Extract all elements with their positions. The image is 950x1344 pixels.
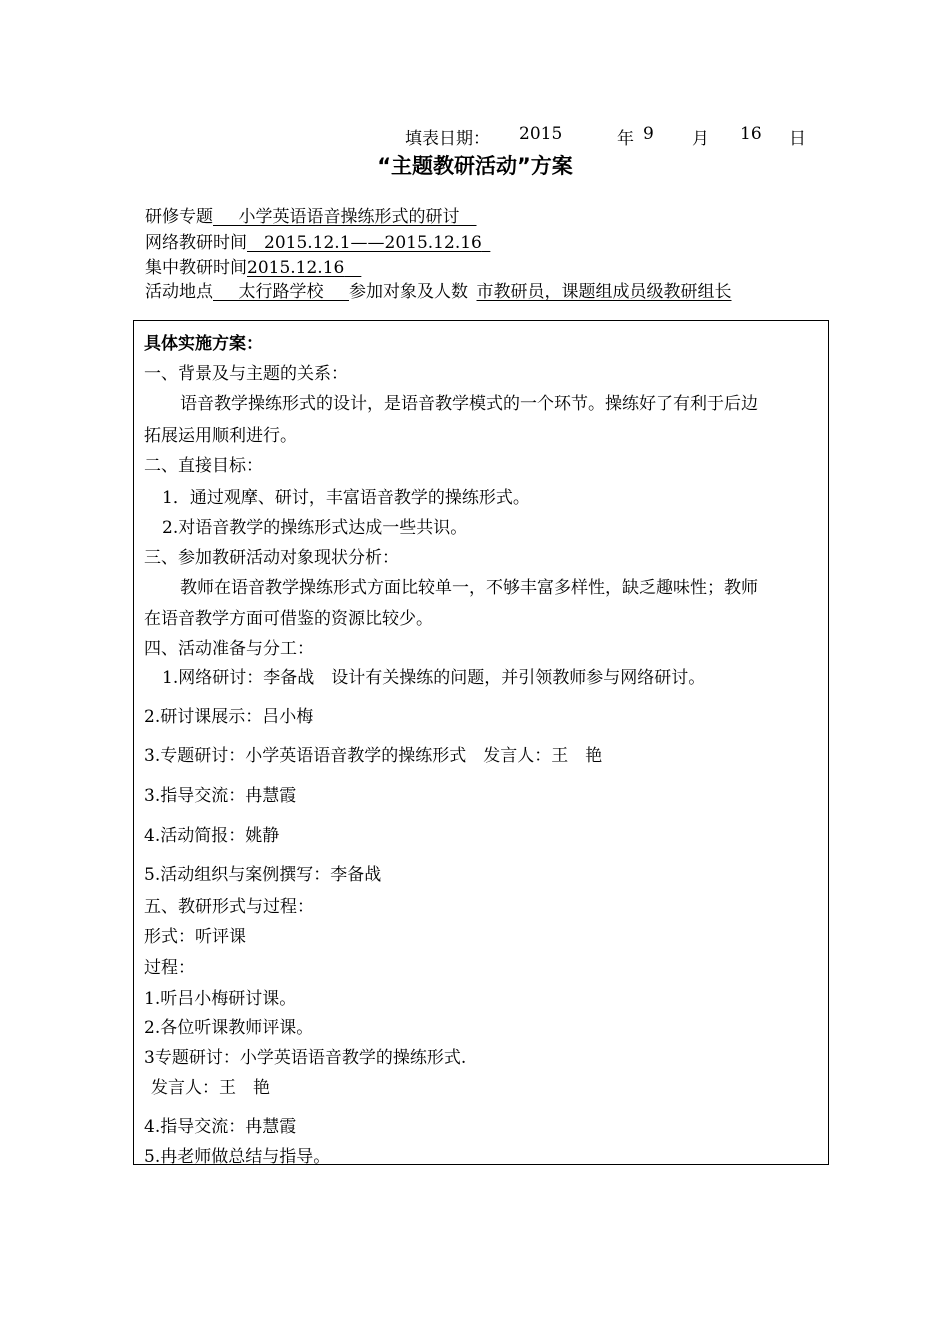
section-4-title: 四、活动准备与分工： [144,639,314,659]
section-1-paragraph-line-2: 拓展运用顺利进行。 [144,426,297,446]
fill-date-row [0,124,950,150]
section-1-paragraph-line-1: 语音教学操练形式的设计，是语音教学模式的一个环节。操练好了有利于后边 [180,394,758,414]
implementation-plan-box [133,320,829,1165]
topic-value: 小学英语语音操练形式的研讨 [238,207,460,227]
section-5-process-step-5: 5.冉老师做总结与指导。 [144,1147,331,1167]
section-2-item-2: 2.对语音教学的操练形式达成一些共识。 [162,518,468,538]
section-5-process-step-3: 3专题研讨：小学英语语音教学的操练形式. [144,1048,467,1068]
date-label: 填表日期： [405,129,490,149]
section-5-title: 五、教研形式与过程： [144,897,314,917]
section-1-title: 一、背景及与主题的关系： [144,364,348,384]
onsite-time-value: 2015.12.16 [247,258,345,278]
plan-heading: 具体实施方案： [144,334,263,354]
section-5-process-step-2: 2.各位听课教师评课。 [144,1018,314,1038]
section-3-title: 三、参加教研活动对象现状分析： [144,548,399,568]
online-time-label: 网络教研时间 [145,233,247,253]
section-5-process-label: 过程： [144,958,195,978]
venue-row [145,277,732,302]
online-time-row [145,228,490,253]
section-4-item-6: 5.活动组织与案例撰写：李备战 [144,865,382,885]
venue-label: 活动地点 [145,282,213,302]
participants-label: 参加对象及人数 [349,282,468,302]
section-3-paragraph-line-2: 在语音教学方面可借鉴的资源比较少。 [144,609,433,629]
date-month-unit: 月 [692,129,709,149]
section-4-item-1: 1.网络研讨：李备战 设计有关操练的问题，并引领教师参与网络研讨。 [162,668,706,688]
online-time-value: 2015.12.1——2015.12.16 [264,233,482,253]
date-day-unit: 日 [789,129,806,149]
section-5-process-step-1: 1.听吕小梅研讨课。 [144,989,297,1009]
date-day: 16 [740,124,762,144]
section-4-item-4: 3.指导交流：冉慧霞 [144,786,297,806]
participants-value: 市教研员，课题组成员级教研组长 [476,282,732,302]
section-5-process-step-3-speaker: 发言人：王 艳 [151,1078,270,1098]
section-2-item-1: 1．通过观摩、研讨，丰富语音教学的操练形式。 [162,488,530,508]
topic-row [145,202,477,227]
section-2-title: 二、直接目标： [144,456,263,476]
date-year-unit: 年 [617,129,634,149]
date-year: 2015 [519,124,563,144]
section-4-item-2: 2.研讨课展示：吕小梅 [144,707,314,727]
section-5-process-step-4: 4.指导交流：冉慧霞 [144,1117,297,1137]
date-month: 9 [643,124,654,144]
section-4-item-5: 4.活动简报：姚静 [144,826,280,846]
venue-value: 太行路学校 [238,282,324,302]
document-title: “主题教研活动”方案 [377,154,573,178]
onsite-time-label: 集中教研时间 [145,258,247,278]
topic-label: 研修专题 [145,207,213,227]
onsite-time-row [145,253,361,278]
section-5-form: 形式：听评课 [144,927,246,947]
section-3-paragraph-line-1: 教师在语音教学操练形式方面比较单一，不够丰富多样性，缺乏趣味性；教师 [180,578,758,598]
section-4-item-3: 3.专题研讨：小学英语语音教学的操练形式 发言人：王 艳 [144,746,603,766]
